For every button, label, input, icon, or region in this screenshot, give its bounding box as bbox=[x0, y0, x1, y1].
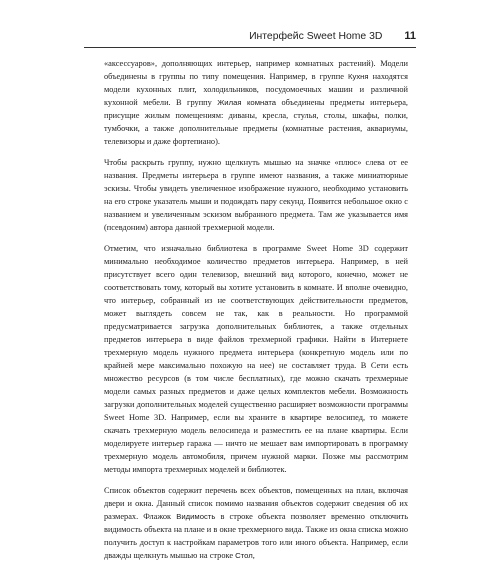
text-run: Чтобы раскрыть группу, нужно щелкнуть мышью на значке «плюс» слева от ее названия. Предметы интерьера в группе имеют названия, а также миниатюрные эскизы. Чтобы увидеть увеличенное изображение нужного, необходимо установить на его строке указатель мыши и подождать пару секунд. Появится небольшое окно с названием и увеличенным эскизом выбранного предмета. Там же указывается имя (псевдоним) автора данной трехмерной модели. bbox=[104, 158, 408, 232]
paragraph bbox=[104, 242, 408, 476]
ui-term: Кухня bbox=[348, 72, 369, 81]
ui-term: Видимость bbox=[176, 512, 216, 521]
paragraph bbox=[104, 57, 408, 148]
ui-term: Жилая комната bbox=[217, 98, 277, 107]
text-run: Список объектов содержит перечень всех объектов, помещенных на план, включая двери и окна. Данный список помимо названия объектов содержит сведения об их размерах. Флажок bbox=[104, 486, 408, 521]
text-run: «аксессуаров», дополняющих интерьер, например комнатных растений). Модели объединены в группы по типу помещения. Например, в группе bbox=[104, 59, 408, 81]
page-number: 11 bbox=[404, 30, 416, 42]
text-run: Отметим, что изначально библиотека в программе Sweet Home 3D содержит минимально необходимое количество предметов интерьера. Например, в ней присутствует всего один телевизор, внешний вид которого, конечно, может не соответствовать тому, который вы хотите установить в комнате. И вполне очевидно, что интерьер, собранный из не соответствующих действительности предметов, может выглядеть совсем не так, как в реальности. Но программой предусматривается загрузка дополнительных библиотек, а также отдельных предметов интерьера в виде файлов трехмерной графики. Найти в Интернете трехмерную модель нужного предмета интерьера (конкретную модель или по крайней мере максимально похожую на нее) не составляет труда. В Сети есть множество ресурсов (в том числе бесплатных), где можно скачать трехмерные модели самых разных предметов и даже целых комплектов мебели. Возможность загрузки дополнительных моделей существенно расширяет возможности программы Sweet Home 3D. Например, если вы храните в квартире велосипед, то можете скачать трехмерную модель велосипеда и разместить ее на плане квартиры. Если моделируете интерьер гаража — ничто не мешает вам импортировать в программу трехмерную модель автомобиля, причем нужной марки. Позже мы рассмотрим методы импорта трехмерных моделей и библиотек. bbox=[104, 244, 408, 474]
paragraph bbox=[104, 484, 408, 562]
body-text bbox=[104, 57, 408, 570]
ui-term: Стол bbox=[235, 551, 253, 560]
text-run: , bbox=[252, 551, 255, 560]
header-rule bbox=[84, 47, 416, 48]
paragraph bbox=[104, 156, 408, 234]
running-header bbox=[84, 30, 416, 46]
running-title: Интерфейс Sweet Home 3D bbox=[249, 31, 383, 42]
text-run: объединены предметы интерьера, присущие жилым помещениям: диваны, кресла, стулья, столы, шкафы, полки, тумбочки, а также дополнительные предметы (комнатные растения, аквариумы, телевизоры и даже фортепиано). bbox=[104, 98, 408, 146]
text-run: находятся модели кухонных плит, холодильников, посудомоечных машин и различной кухонной мебели. В группу bbox=[104, 72, 408, 107]
text-run: в строке объекта позволяет временно отключить видимость объекта на плане и в окне трехмерного вида. Также из окна списка можно получить доступ к настройкам параметров того или иного объекта. Например, если дважды щелкнуть мышью на строке bbox=[104, 512, 408, 560]
